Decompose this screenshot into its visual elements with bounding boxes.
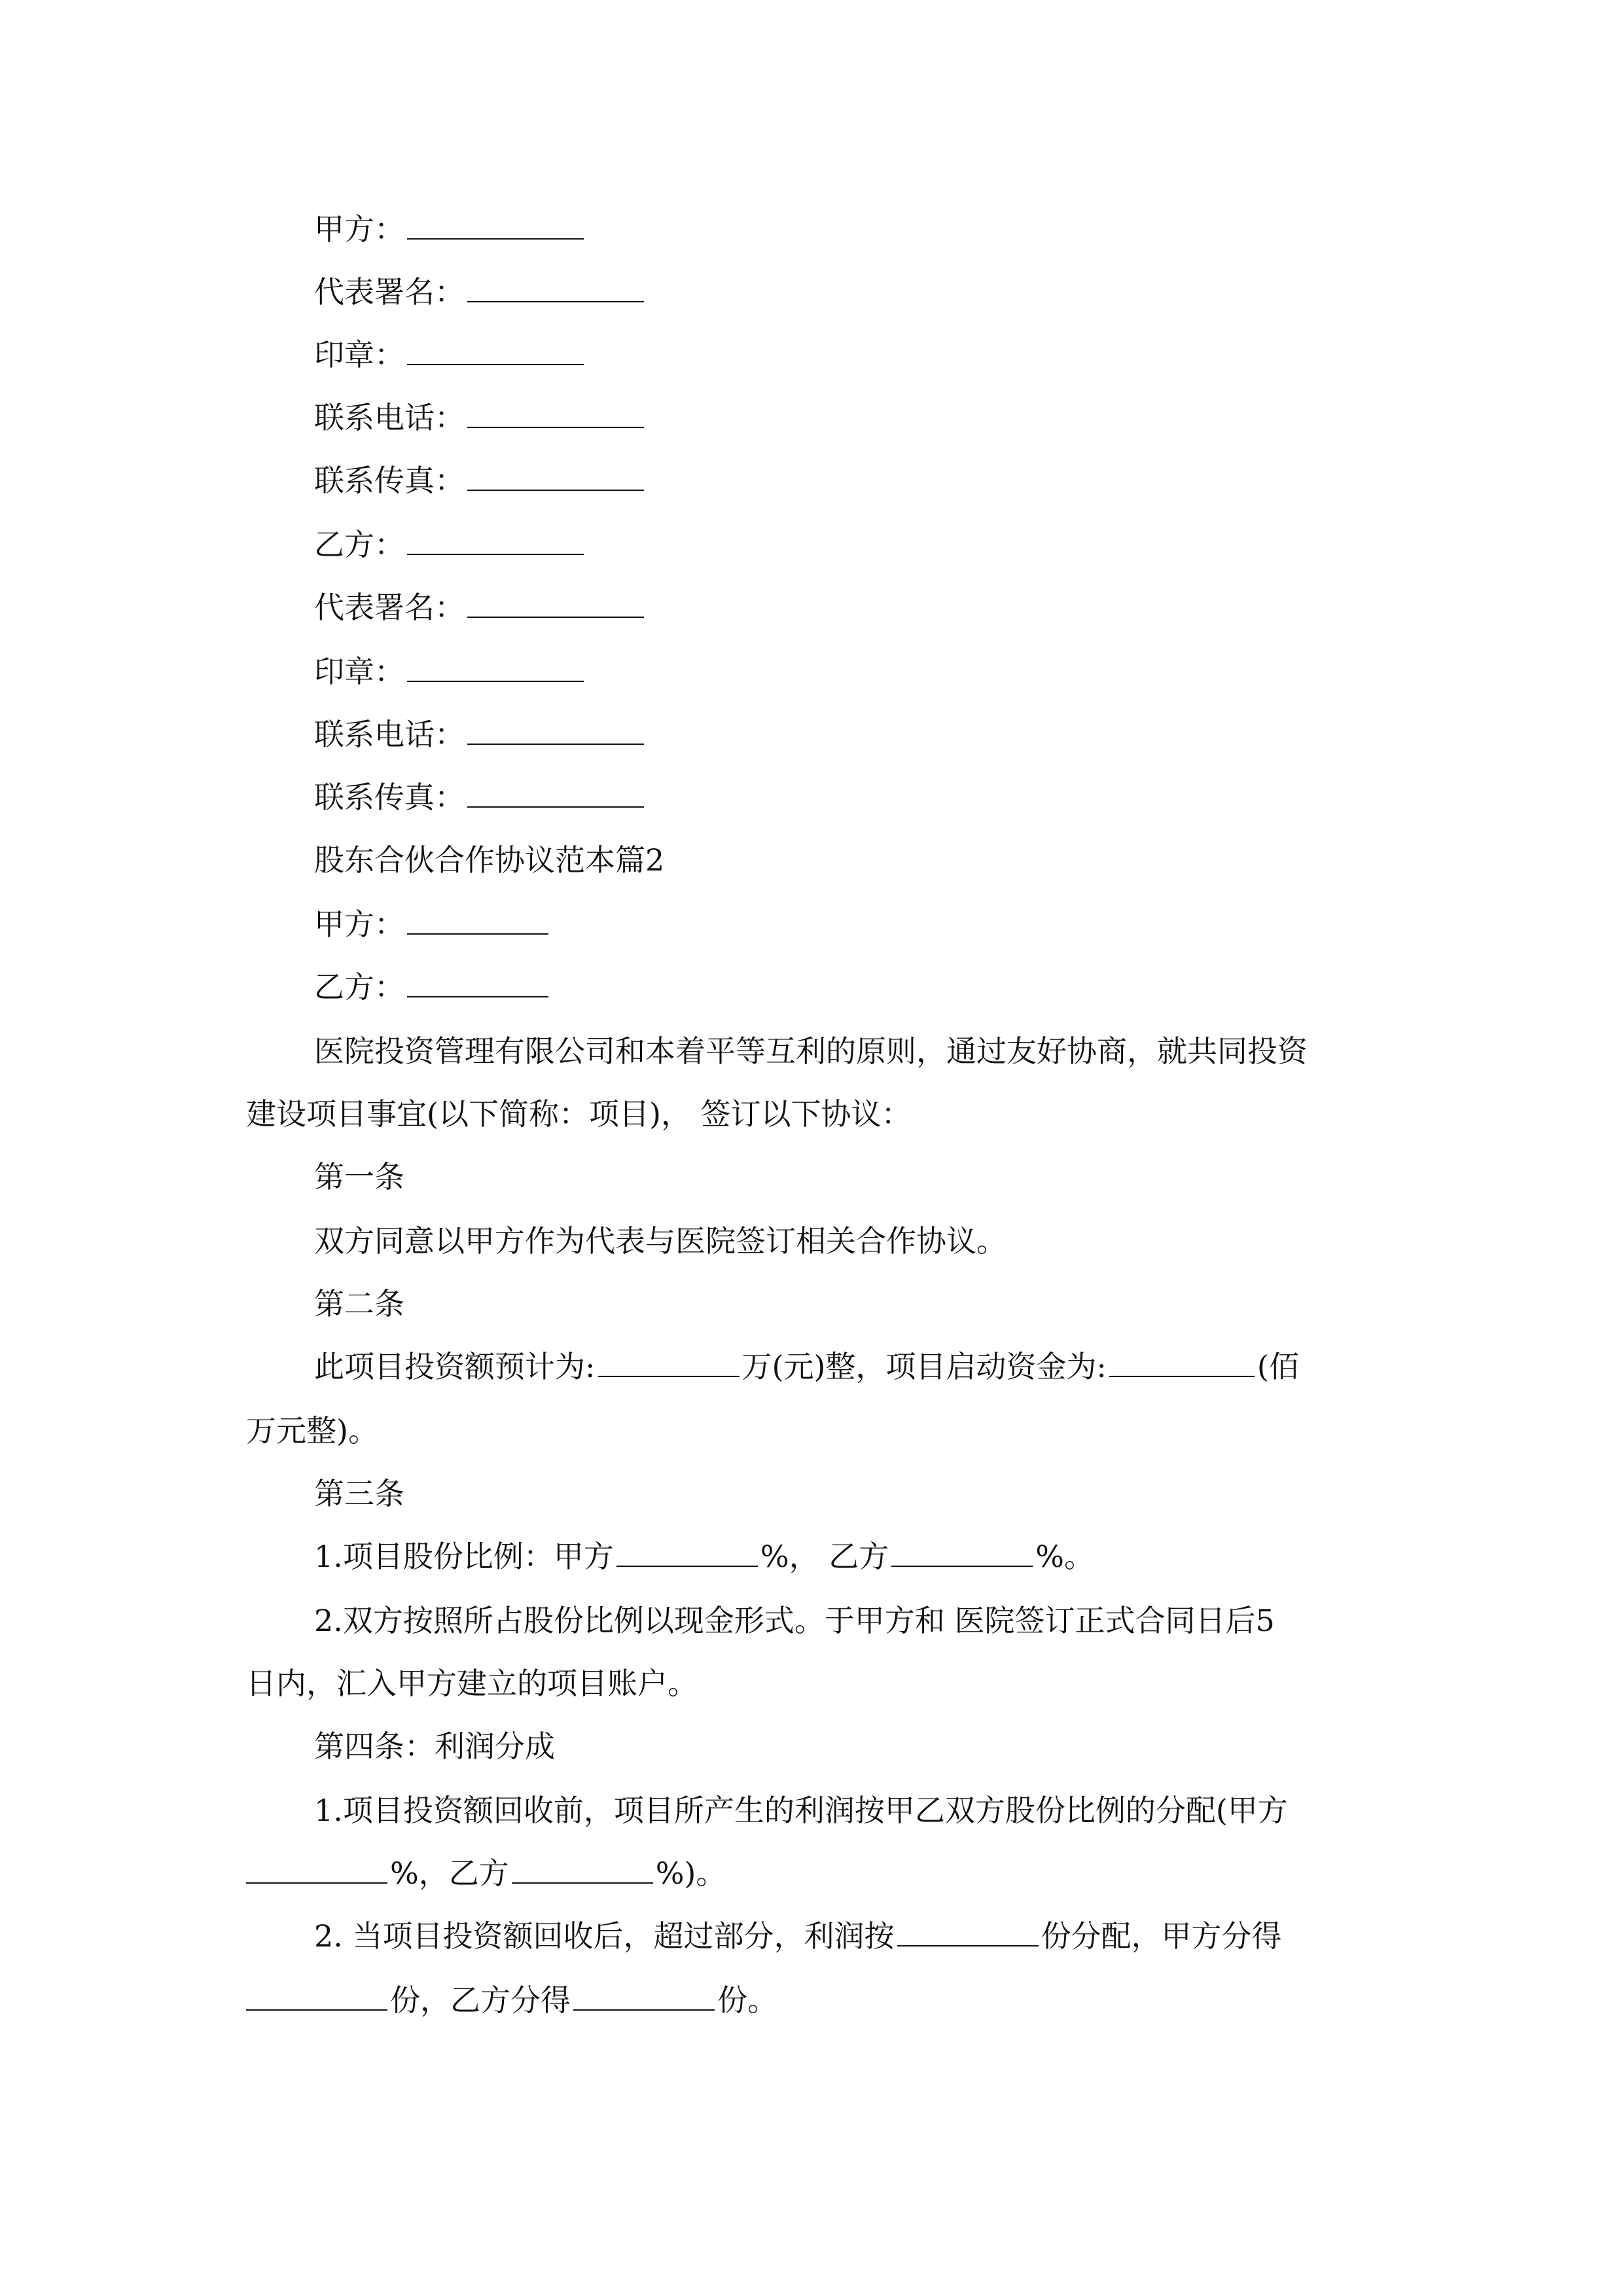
party-a-shares-blank [246, 1984, 387, 2011]
party-b-phone-label: 联系电话： [314, 717, 465, 752]
article-2-line-2: 万元整)。 [246, 1413, 378, 1448]
s2-party-b-label: 乙方： [314, 969, 404, 1005]
shares-end: 份。 [717, 1982, 777, 2018]
party-a-seal-blank [407, 339, 584, 365]
party-a-rep-blank [467, 276, 644, 302]
s2-party-b-line [314, 966, 1374, 1008]
article-1-title: 第一条 [314, 1159, 404, 1194]
party-b-fax-label: 联系传真： [314, 780, 465, 815]
startup-fund-label: 万(元)整，项目启动资金为: [741, 1349, 1107, 1384]
section-title: 股东合伙合作协议范本篇2 [314, 842, 665, 878]
party-a-rep-line [314, 271, 1374, 313]
article-4-item-2-line-2 [246, 1979, 1377, 2021]
party-a-phone-blank [467, 402, 644, 428]
s2-party-a-blank [407, 908, 548, 935]
article-3-item-1 [314, 1535, 1374, 1577]
party-b-fax-line [314, 776, 1374, 818]
party-b-label: 乙方： [314, 527, 404, 562]
party-a-line [314, 208, 1374, 250]
party-b-fax-blank [467, 781, 644, 808]
profit-b-label: %，乙方 [390, 1856, 509, 1891]
party-a-blank [407, 213, 584, 240]
party-a-fax-blank [467, 465, 644, 491]
party-b-rep-label: 代表署名： [314, 590, 465, 625]
party-b-line [314, 524, 1374, 565]
party-a-seal-label: 印章： [314, 337, 404, 372]
percent-end: %。 [1035, 1539, 1094, 1574]
investment-amount-blank [598, 1351, 740, 1377]
party-b-share-label: %， 乙方 [760, 1539, 889, 1574]
article-4-title: 第四条：利润分成 [314, 1729, 555, 1764]
profit-a-blank [246, 1857, 387, 1884]
startup-fund-blank [1109, 1351, 1255, 1377]
s2-party-b-blank [407, 971, 548, 997]
party-a-phone-line [314, 397, 1374, 439]
profit-b-blank [512, 1857, 653, 1884]
article-4-item-1-line-2 [246, 1852, 1377, 1894]
party-b-share-blank [891, 1541, 1033, 1567]
party-b-gets-label: 份，乙方分得 [390, 1982, 571, 2018]
party-b-shares-blank [573, 1984, 715, 2011]
share-count-blank [897, 1920, 1039, 1946]
party-a-rep-label: 代表署名： [314, 274, 465, 310]
party-a-fax-label: 联系传真： [314, 463, 465, 498]
hundred-label: (佰 [1257, 1349, 1299, 1384]
investment-label: 此项目投资额预计为: [314, 1349, 596, 1384]
party-a-label: 甲方： [314, 211, 404, 247]
party-b-seal-blank [407, 656, 584, 682]
party-b-phone-blank [467, 719, 644, 745]
party-b-rep-line [314, 586, 1374, 628]
share-ratio-label: 1.项目股份比例：甲方 [314, 1539, 614, 1574]
article-3-title: 第三条 [314, 1476, 404, 1511]
party-a-gets-label: 份分配，甲方分得 [1041, 1918, 1282, 1954]
profit-end: %)。 [655, 1856, 726, 1891]
s2-party-a-line [314, 903, 1374, 945]
article-3-item-2-line-1: 2.双方按照所占股份比例以现金形式。于甲方和 医院签订正式合同日后5 [314, 1603, 1275, 1638]
intro-line-2: 建设项目事宜(以下简称：项目)， 签订以下协议： [246, 1096, 912, 1132]
party-a-seal-line [314, 334, 1374, 376]
intro-line-1: 医院投资管理有限公司和本着平等互利的原则，通过友好协商，就共同投资 [314, 1033, 1308, 1069]
article-4-item-2-line-1 [314, 1915, 1377, 1957]
after-recovery-label: 2. 当项目投资额回收后，超过部分，利润按 [314, 1918, 895, 1954]
party-a-fax-line [314, 459, 1374, 501]
s2-party-a-label: 甲方： [314, 906, 404, 942]
article-4-item-1-line-1: 1.项目投资额回收前，项目所产生的利润按甲乙双方股份比例的分配(甲方 [314, 1793, 1288, 1828]
party-b-seal-label: 印章： [314, 654, 404, 689]
party-b-phone-line [314, 713, 1374, 755]
article-2-title: 第二条 [314, 1286, 404, 1321]
article-1-text: 双方同意以甲方作为代表与医院签订相关合作协议。 [314, 1223, 1007, 1259]
article-2-line-1 [314, 1346, 1377, 1388]
party-b-seal-line [314, 651, 1374, 692]
party-b-rep-blank [467, 592, 644, 618]
party-a-share-blank [616, 1541, 758, 1567]
party-a-phone-label: 联系电话： [314, 400, 465, 435]
article-3-item-2-line-2: 日内，汇入甲方建立的项目账户。 [246, 1666, 698, 1701]
party-b-blank [407, 529, 584, 555]
